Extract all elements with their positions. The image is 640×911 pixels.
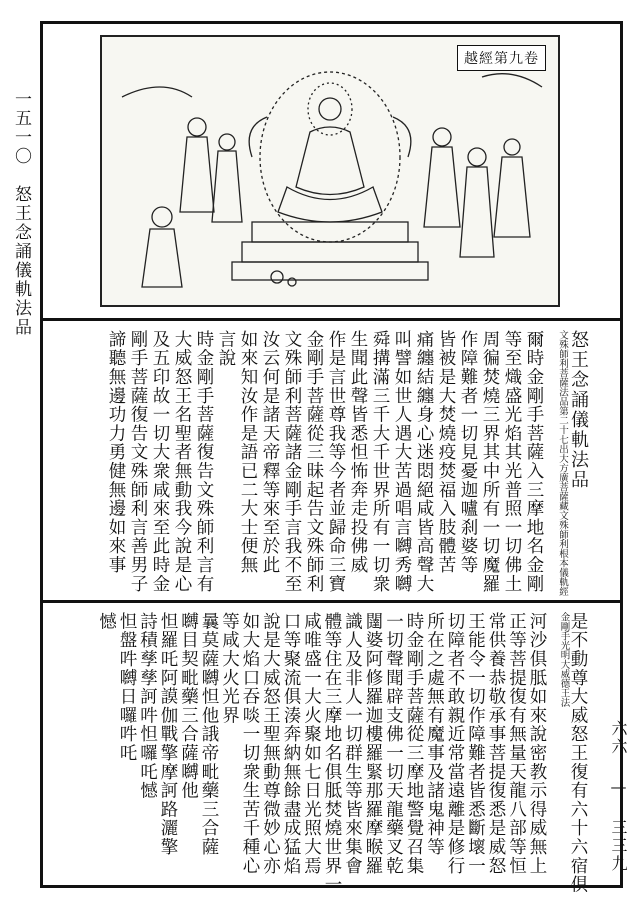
text-column: 及五印故一切大衆咸來至此時金: [150, 330, 170, 594]
text-column: 生聞此聲皆悉怛怖奔走投佛威: [348, 330, 368, 575]
text-column: 闥婆阿修羅迦樓羅緊那羅摩睺羅: [363, 612, 383, 876]
text-column: 作障難者一切見憂迦嚧刹婆等: [458, 330, 478, 575]
text-column: 金剛手光明大威德王法: [558, 612, 570, 707]
text-column: 文殊師利菩薩法品第二十七出大方廣菩薩藏文殊師利根本儀軌經: [557, 330, 568, 596]
text-column: 王能令一切作障難者皆悉斷壞一: [465, 612, 486, 876]
text-column: 是不動尊大威怒王復有六十六宿俱: [568, 612, 588, 894]
text-column: 詩積孳孳訶吽怛囉吒憾: [137, 612, 158, 800]
text-column: 河沙俱胝如來說密教示得威無上: [527, 612, 547, 876]
text-column: 時金剛手菩薩復告文殊師利言有: [194, 330, 214, 594]
text-column: 所在之處無有魔事及諸鬼神等: [424, 612, 445, 857]
text-column: 周徧焚燒三界其中所有一切魔羅: [480, 330, 500, 594]
text-column: 怛盤吽嚩日囉吽吒: [117, 612, 137, 763]
text-column: 憾: [96, 612, 117, 631]
text-column: 舜搆滿三千大千世界所有一切衆: [370, 330, 390, 594]
lower-text-block: [90, 612, 590, 894]
text-column: 皆被是大焚燒疫焚福入肢體苦: [436, 330, 456, 575]
text-column: 時金剛手菩薩從三摩地警覺召集: [404, 612, 424, 876]
text-column: 大威怒王名聖者無動我今說是心: [172, 330, 192, 594]
text-column: 如來知汝作是語已二大士便無: [238, 330, 258, 575]
text-column: 等咸大火光界: [219, 612, 240, 725]
text-column: 文殊師利菩薩諸金剛手言我不至: [282, 330, 302, 594]
text-column: 切障者不敢親近常當遠離是修行: [445, 612, 465, 876]
text-column: 曩莫薩嚩怛他誐帝毗藥三合薩: [199, 612, 219, 857]
upper-divider: [40, 318, 623, 321]
text-column: 等至熾盛光焰其光普照一切佛土: [502, 330, 522, 594]
text-column: 怛羅吒阿謨伽戰擎摩訶路灑擎: [158, 612, 178, 857]
text-column: 作是言世尊我等今者並歸命三寶: [326, 330, 346, 594]
text-column: 嚩目契毗藥三合薩嚩他: [178, 612, 199, 800]
text-column: 如大焰口吞啖一切衆生苦千種心: [240, 612, 260, 876]
text-column: 口等聚流俱湊奔納無餘盡成猛焰: [281, 612, 301, 876]
text-column: 說是大威怒王聖無動尊微妙心亦: [260, 612, 281, 876]
buddha-illustration: [100, 35, 560, 307]
text-column: 體等住在三摩地名俱胝焚燒世界一: [322, 612, 342, 894]
text-column: 正等菩提復有無量天龍八部等恒: [506, 612, 527, 876]
text-column: 金剛手菩薩從三昧起告文殊師利: [304, 330, 324, 594]
text-column: 叫譬如世人遇大苦過唱言嚩秀嚩: [392, 330, 412, 594]
text-column: 一切聲聞辟支佛一切天龍藥叉乾: [383, 612, 404, 876]
text-column: 諦聽無邊功力勇健無邊如來事: [106, 330, 126, 575]
text-column: 怒王念誦儀軌法品: [568, 330, 589, 490]
text-column: 常供養恭敬承事菩提復悉是威怒: [486, 612, 506, 876]
right-margin-label: 六六 — 三三九: [609, 720, 628, 873]
illustration-caption: 越經第九卷: [457, 45, 546, 71]
lower-divider: [40, 600, 623, 603]
buddha-assembly-drawing: [102, 37, 558, 305]
text-column: 爾時金剛手菩薩入三摩地名金剛: [524, 330, 544, 594]
text-column: 言說: [216, 330, 236, 368]
left-margin-label: 一五一〇 怒王念誦儀軌法品: [11, 90, 31, 337]
text-column: 汝云何是諸天帝釋等來至於此: [260, 330, 280, 575]
text-column: 剛手菩薩復告文殊師利言善男子: [128, 330, 148, 594]
text-column: 識人及非人一切群生等皆來集會: [342, 612, 363, 876]
upper-text-block: [90, 330, 590, 595]
text-column: 痛纏結纏身心迷悶絕咸皆高聲大: [414, 330, 434, 594]
text-column: 咸唯盛一大火聚如七日光照大焉: [301, 612, 322, 876]
